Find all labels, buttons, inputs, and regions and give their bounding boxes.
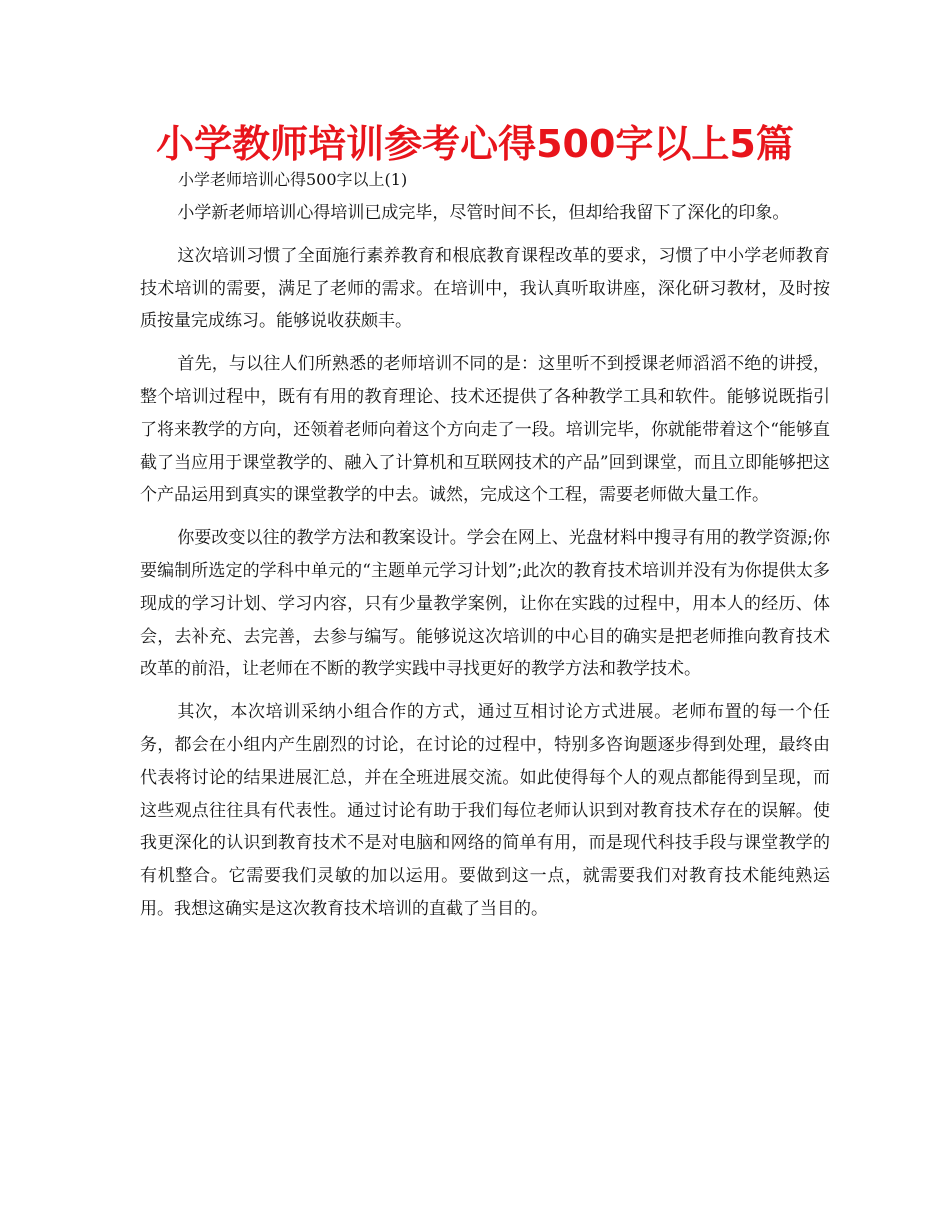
document-title: 小学教师培训参考心得500字以上5篇 (156, 122, 794, 166)
section-subtitle: 小学老师培训心得500字以上(1) (178, 170, 408, 189)
document-body (140, 197, 830, 936)
paragraph-3: 首先，与以往人们所熟悉的老师培训不同的是：这里听不到授课老师滔滔不绝的讲授，整个培训过程中，既有有用的教育理论、技术还提供了各种教学工具和软件。能够说既指引了将来教学的方向，还领着老师向着这个方向走了一段。培训完毕，你就能带着这个“能够直截了当应用于课堂教学的、融入了计算机和互联网技术的产品”回到课堂，而且立即能够把这个产品运用到真实的课堂教学的中去。诚然，完成这个工程，需要老师做大量工作。 (140, 354, 830, 506)
paragraph-4: 你要改变以往的教学方法和教案设计。学会在网上、光盘材料中搜寻有用的教学资源;你要编制所选定的学科中单元的“主题单元学习计划”;此次的教育技术培训并没有为你提供太多现成的学习计划、学习内容，只有少量教学案例，让你在实践的过程中，用本人的经历、体会，去补充、去完善，去参与编写。能够说这次培训的中心目的确实是把老师推向教育技术改革的前沿，让老师在不断的教学实践中寻找更好的教学方法和教学技术。 (140, 528, 830, 680)
paragraph-5: 其次，本次培训采纳小组合作的方式，通过互相讨论方式进展。老师布置的每一个任务，都会在小组内产生剧烈的讨论，在讨论的过程中，特别多咨询题逐步得到处理，最终由代表将讨论的结果进展汇总，并在全班进展交流。如此使得每个人的观点都能得到呈现，而这些观点往往具有代表性。通过讨论有助于我们每位老师认识到对教育技术存在的误解。使我更深化的认识到教育技术不是对电脑和网络的简单有用，而是现代科技手段与课堂教学的有机整合。它需要我们灵敏的加以运用。要做到这一点，就需要我们对教育技术能纯熟运用。我想这确实是这次教育技术培训的直截了当目的。 (140, 702, 830, 919)
paragraph-1: 小学新老师培训心得培训已成完毕，尽管时间不长，但却给我留下了深化的印象。 (177, 203, 790, 223)
paragraph-2: 这次培训习惯了全面施行素养教育和根底教育课程改革的要求，习惯了中小学老师教育技术培训的需要，满足了老师的需求。在培训中，我认真听取讲座，深化研习教材，及时按质按量完成练习。能够说收获颇丰。 (140, 245, 830, 332)
